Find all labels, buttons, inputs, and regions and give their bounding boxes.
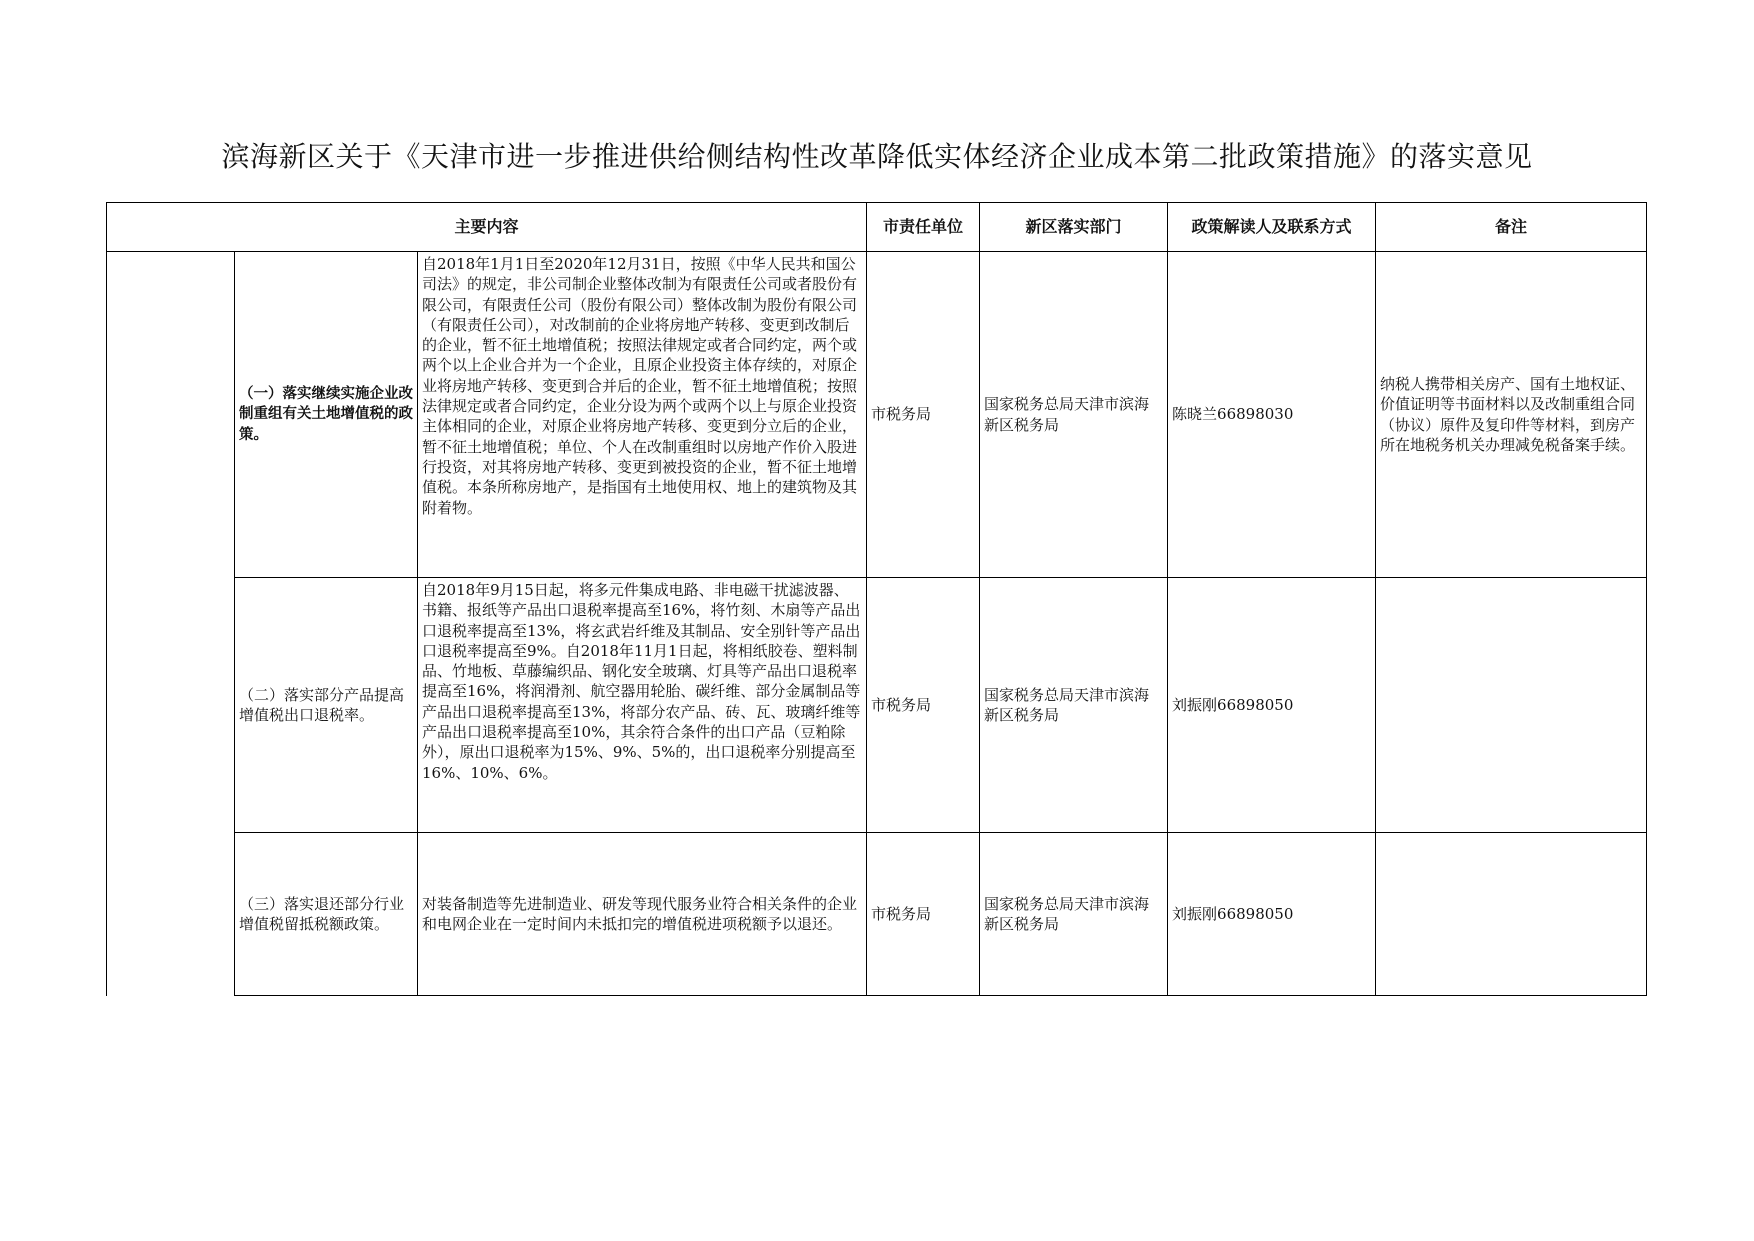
contact-cell: 陈晓兰66898030 — [1168, 252, 1376, 578]
header-main-content: 主要内容 — [107, 203, 867, 252]
item-cell: （二）落实部分产品提高增值税出口退税率。 — [235, 578, 418, 833]
city-unit-cell: 市税务局 — [867, 578, 980, 833]
detail-cell — [418, 252, 867, 578]
detail-cell: 自2018年9月15日起，将多元件集成电路、非电磁干扰滤波器、书籍、报纸等产品出口退税率提高至16%，将竹刻、木扇等产品出口退税率提高至13%，将玄武岩纤维及其制品、安全别针等产品出口退税率提高至9%。自2018年11月1日起，将相纸胶卷、塑料制品、竹地板、草藤编织品、钢化安全玻璃、灯具等产品出口退税率提高至16%，将润滑剂、航空器用轮胎、碳纤维、部分金属制品等产品出口退税率提高至13%，将部分农产品、砖、瓦、玻璃纤维等产品出口退税率提高至10%，其余符合条件的出口产品（豆粕除外），原出口退税率为15%、9%、5%的，出口退税率分别提高至16%、10%、6%。 — [418, 578, 867, 833]
district-dept-cell: 国家税务总局天津市滨海新区税务局 — [980, 578, 1168, 833]
page-title: 滨海新区关于《天津市进一步推进供给侧结构性改革降低实体经济企业成本第二批政策措施》的落实意见 — [221, 140, 1533, 173]
city-unit-cell: 市税务局 — [867, 252, 980, 578]
header-contact: 政策解读人及联系方式 — [1168, 203, 1376, 252]
remark-cell — [1376, 833, 1647, 996]
detail-text: 自2018年1月1日至2020年12月31日，按照《中华人民共和国公司法》的规定，非公司制企业整体改制为有限责任公司或者股份有限公司，有限责任公司（股份有限公司）整体改制为股份有限公司（有限责任公司），对改制前的企业将房地产转移、变更到改制后的企业，暂不征土地增值税；按照法律规定或者合同约定，两个或两个以上企业合并为一个企业，且原企业投资主体存续的，对原企业将房地产转移、变更到合并后的企业，暂不征土地增值税；按照法律规定或者合同约定，企业分设为两个或两个以上与原企业投资主体相同的企业，对原企业将房地产转移、变更到分立后的企业，暂不征土地增值税；单位、个人在改制重组时以房地产作价入股进行投资，对其将房地产转移、变更到被投资的企业，暂不征土地增值税。本条所称房地产，是指国有土地使用权、地上的建筑物及其附着物。 — [422, 255, 858, 517]
item-cell: （三）落实退还部分行业增值税留抵税额政策。 — [235, 833, 418, 996]
district-dept-cell: 国家税务总局天津市滨海新区税务局 — [980, 833, 1168, 996]
header-remark: 备注 — [1376, 203, 1647, 252]
item-cell: （一）落实继续实施企业改制重组有关土地增值税的政策。 — [235, 252, 418, 578]
header-row — [107, 203, 1647, 252]
table-row — [107, 833, 1647, 996]
city-unit-cell: 市税务局 — [867, 833, 980, 996]
group-cell — [107, 252, 235, 996]
detail-cell: 对装备制造等先进制造业、研发等现代服务业符合相关条件的企业和电网企业在一定时间内未抵扣完的增值税进项税额予以退还。 — [418, 833, 867, 996]
district-dept-cell: 国家税务总局天津市滨海新区税务局 — [980, 252, 1168, 578]
table-row — [107, 578, 1647, 833]
header-city-unit: 市责任单位 — [867, 203, 980, 252]
contact-cell: 刘振刚66898050 — [1168, 578, 1376, 833]
contact-cell: 刘振刚66898050 — [1168, 833, 1376, 996]
policy-table — [106, 202, 1647, 996]
remark-cell — [1376, 578, 1647, 833]
remark-cell: 纳税人携带相关房产、国有土地权证、价值证明等书面材料以及改制重组合同（协议）原件及复印件等材料，到房产所在地税务机关办理减免税备案手续。 — [1376, 252, 1647, 578]
table-row — [107, 252, 1647, 578]
header-district-dept: 新区落实部门 — [980, 203, 1168, 252]
